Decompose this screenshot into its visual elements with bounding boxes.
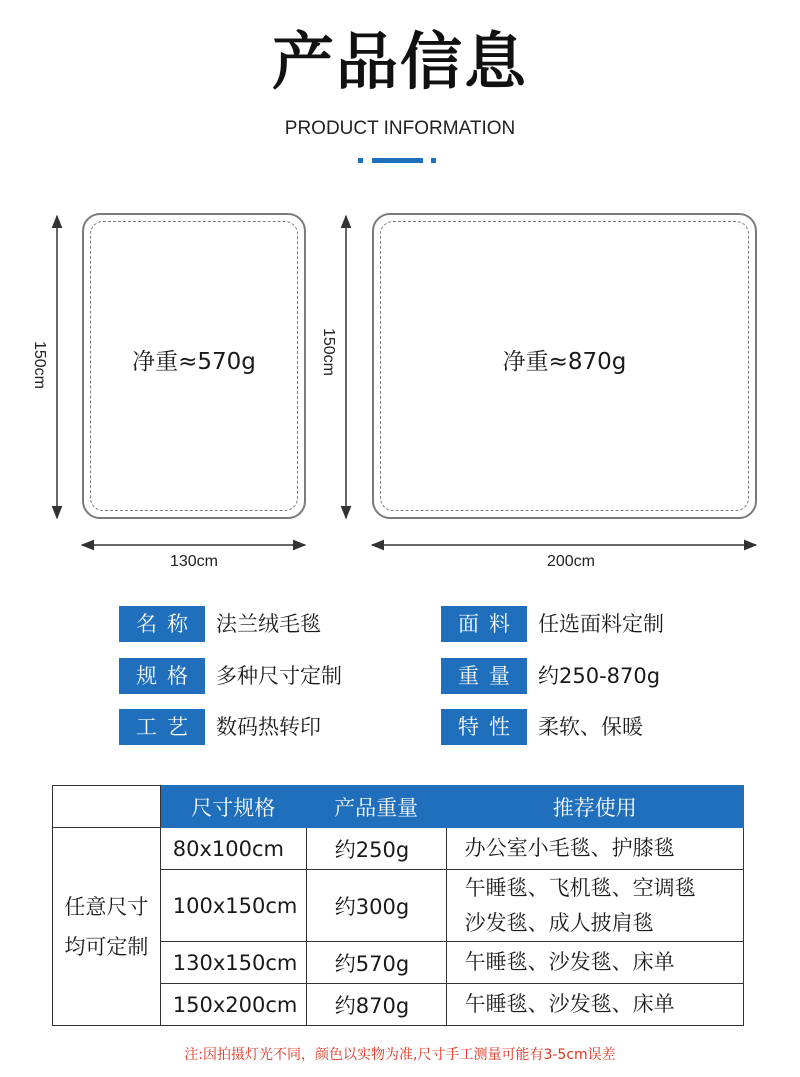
table-cell-size: 80x100cm bbox=[160, 828, 306, 870]
table-cell-weight: 约250g bbox=[306, 828, 446, 870]
table-header-use: 推荐使用 bbox=[446, 786, 743, 828]
small-width-label: 130cm bbox=[169, 553, 219, 570]
spec-value-name: 法兰绒毛毯 bbox=[216, 612, 321, 636]
custom-size-label-line1: 任意尺寸 bbox=[64, 894, 149, 919]
table-cell-use-line1: 午睡毯、飞机毯、空调毯 bbox=[464, 875, 696, 900]
spec-label-weight: 重量 bbox=[441, 658, 527, 694]
table-row bbox=[53, 828, 744, 870]
table-cell-size: 150x200cm bbox=[160, 984, 306, 1026]
size-table bbox=[52, 785, 744, 1026]
spec-value-weight: 约250-870g bbox=[538, 664, 661, 688]
table-cell-use bbox=[446, 870, 743, 942]
spec-label-craft: 工艺 bbox=[119, 709, 205, 745]
custom-size-label-line2: 均可定制 bbox=[64, 934, 149, 959]
table-header-row bbox=[53, 786, 744, 828]
large-width-label: 200cm bbox=[546, 553, 596, 570]
table-cell-weight: 约570g bbox=[306, 942, 446, 984]
table-cell-weight: 约870g bbox=[306, 984, 446, 1026]
spec-label-feature: 特性 bbox=[441, 709, 527, 745]
spec-value-feature: 柔软、保暖 bbox=[538, 715, 643, 739]
table-cell-size: 100x150cm bbox=[160, 870, 306, 942]
large-blanket-weight: 净重≈870g bbox=[502, 349, 627, 375]
spec-label-size: 规格 bbox=[119, 658, 205, 694]
small-height-label: 150cm bbox=[31, 340, 49, 390]
custom-size-label bbox=[53, 828, 161, 1026]
table-cell-weight: 约300g bbox=[306, 870, 446, 942]
spec-value-craft: 数码热转印 bbox=[216, 715, 321, 739]
spec-value-size: 多种尺寸定制 bbox=[216, 664, 342, 688]
large-height-label: 150cm bbox=[320, 327, 338, 377]
table-header-blank bbox=[53, 786, 161, 828]
page-title: 产品信息 bbox=[271, 25, 528, 98]
table-cell-size: 130x150cm bbox=[160, 942, 306, 984]
table-cell-use: 午睡毯、沙发毯、床单 bbox=[446, 942, 743, 984]
spec-label-fabric: 面料 bbox=[441, 606, 527, 642]
table-header-size: 尺寸规格 bbox=[160, 786, 306, 828]
spec-label-name: 名称 bbox=[119, 606, 205, 642]
page-subtitle: PRODUCT INFORMATION bbox=[284, 118, 516, 139]
small-blanket-weight: 净重≈570g bbox=[132, 349, 256, 375]
spec-value-fabric: 任选面料定制 bbox=[538, 612, 664, 636]
footnote: 注:因拍摄灯光不同，颜色以实物为准,尺寸手工测量可能有3-5cm误差 bbox=[184, 1047, 616, 1063]
table-cell-use-line2: 沙发毯、成人披肩毯 bbox=[464, 910, 654, 935]
table-header-weight: 产品重量 bbox=[306, 786, 446, 828]
table-cell-use: 办公室小毛毯、护膝毯 bbox=[446, 828, 743, 870]
table-cell-use: 午睡毯、沙发毯、床单 bbox=[446, 984, 743, 1026]
